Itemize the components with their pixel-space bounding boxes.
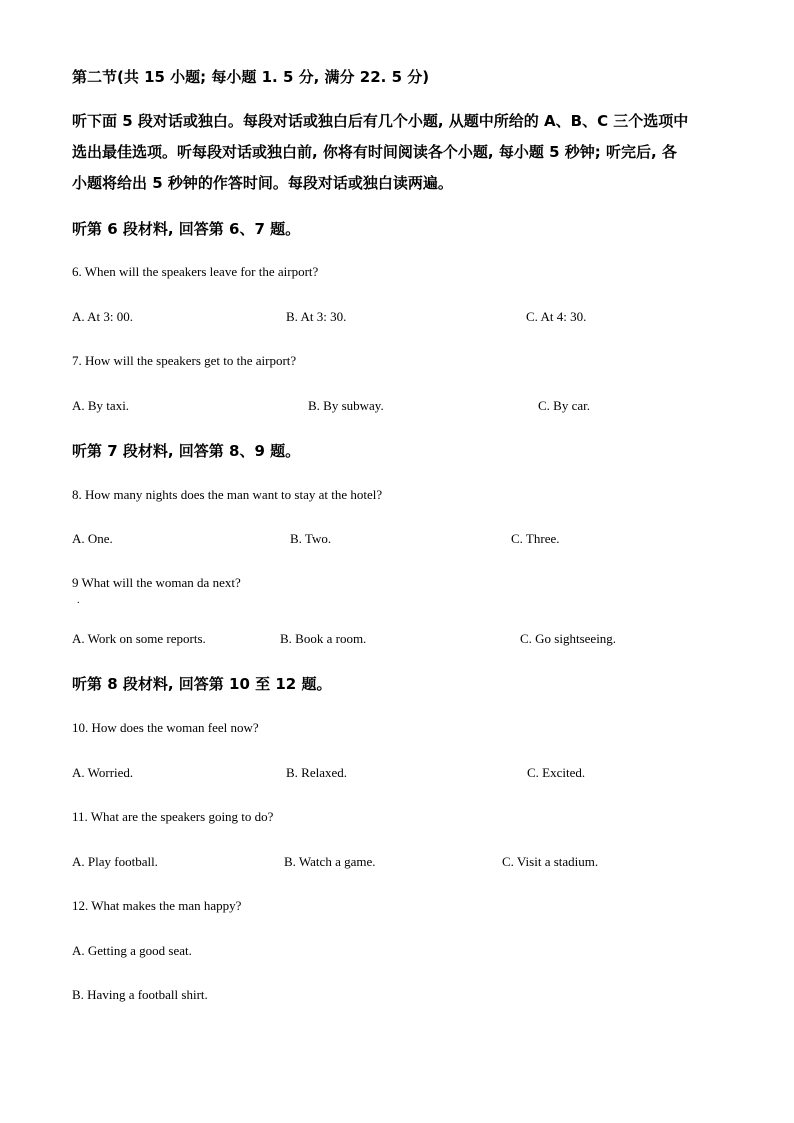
- group-heading: 听第 8 段材料, 回答第 10 至 12 题。: [72, 675, 332, 693]
- question-text: 9 What will the woman da next?: [72, 575, 241, 590]
- option-a: A. By taxi.: [72, 398, 130, 413]
- question-text: 6. When will the speakers leave for the airport?: [72, 264, 319, 279]
- option-a: A. Play football.: [72, 854, 158, 869]
- question-text: 8. How many nights does the man want to stay at the hotel?: [72, 487, 383, 502]
- option-a: A. Getting a good seat.: [72, 943, 192, 958]
- question-text: 11. What are the speakers going to do?: [72, 809, 274, 824]
- option-c: C. By car.: [538, 398, 590, 413]
- section-header: 第二节(共 15 小题; 每小题 1. 5 分, 满分 22. 5 分): [72, 68, 430, 86]
- option-a: A. Work on some reports.: [72, 631, 206, 646]
- option-c: C. Go sightseeing.: [520, 631, 617, 646]
- option-b: B. Two.: [290, 531, 332, 546]
- option-a: A. At 3: 00.: [72, 309, 134, 324]
- instructions-paragraph: [72, 106, 724, 199]
- option-b: B. Watch a game.: [284, 854, 376, 869]
- instructions-line: 听下面 5 段对话或独白。每段对话或独白后有几个小题, 从题中所给的 A、B、C 三个选项中: [72, 112, 689, 130]
- option-b: B. At 3: 30.: [286, 309, 347, 324]
- option-c: C. At 4: 30.: [526, 309, 587, 324]
- option-c: C. Visit a stadium.: [502, 854, 599, 869]
- option-b: B. Relaxed.: [286, 765, 348, 780]
- option-b: B. Having a football shirt.: [72, 987, 208, 1002]
- group-heading: 听第 6 段材料, 回答第 6、7 题。: [72, 220, 301, 238]
- question-text: 7. How will the speakers get to the airport?: [72, 353, 297, 368]
- instructions-line: 小题将给出 5 秒钟的作答时间。每段对话或独白读两遍。: [72, 174, 453, 192]
- option-a: A. Worried.: [72, 765, 134, 780]
- stray-mark: .: [77, 595, 80, 606]
- option-b: B. By subway.: [308, 398, 384, 413]
- question-text: 10. How does the woman feel now?: [72, 720, 259, 735]
- option-a: A. One.: [72, 531, 113, 546]
- question-text: 12. What makes the man happy?: [72, 898, 242, 913]
- group-heading: 听第 7 段材料, 回答第 8、9 题。: [72, 442, 301, 460]
- option-c: C. Excited.: [527, 765, 586, 780]
- instructions-line: 选出最佳选项。听每段对话或独白前, 你将有时间阅读各个小题, 每小题 5 秒钟; 听完后, 各: [72, 143, 677, 161]
- option-b: B. Book a room.: [280, 631, 367, 646]
- option-c: C. Three.: [511, 531, 560, 546]
